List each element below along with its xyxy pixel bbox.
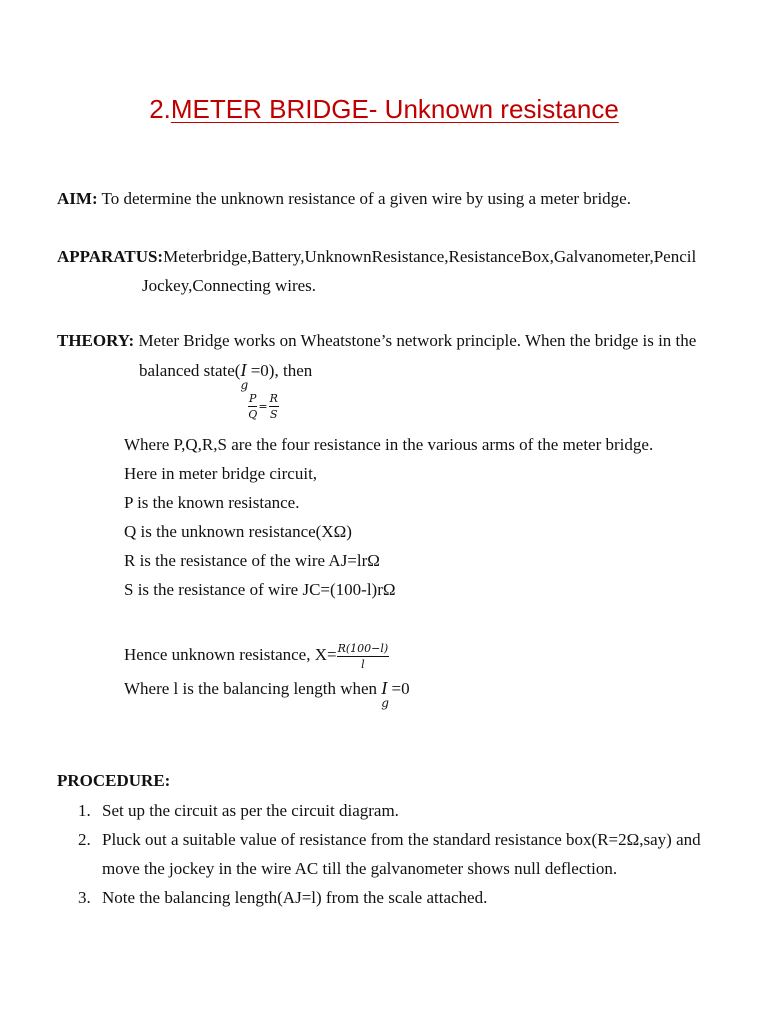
procedure-step-text: Set up the circuit as per the circuit diagram. — [102, 801, 399, 820]
apparatus-line-1 — [57, 247, 696, 267]
procedure-step-number: 1. — [78, 801, 91, 820]
unknown-resistance-formula: $\frac{R(100-l)}{l}$ — [337, 641, 389, 671]
galvanometer-current-symbol: I g — [240, 360, 249, 392]
theory-line-4: Here in meter bridge circuit, — [124, 464, 318, 483]
page-title — [0, 94, 768, 125]
procedure-step-text: Pluck out a suitable value of resistance from the standard resistance box(R=2Ω,say) and — [102, 830, 701, 849]
theory-text-1: Meter Bridge works on Wheatstone’s network principle. When the bridge is in the — [134, 331, 697, 350]
apparatus-line-2: Jockey,Connecting wires. — [142, 276, 317, 295]
theory-line-2: balanced state(I g =0), then — [139, 360, 313, 392]
theory-line-5: P is the known resistance. — [124, 493, 300, 512]
aim-text: To determine the unknown resistance of a given wire by using a meter bridge. — [97, 189, 631, 208]
galvanometer-current-symbol-2: I g — [381, 678, 389, 710]
theory-line-7: R is the resistance of the wire AJ=lrΩ — [124, 551, 380, 570]
theory-hence-line: Hence unknown resistance, X= $\frac{R(100-l)}{l}$ — [124, 641, 389, 671]
procedure-step-text: Note the balancing length(AJ=l) from the scale attached. — [102, 888, 488, 907]
theory-line-1 — [57, 331, 696, 351]
theory-line-3: Where P,Q,R,S are the four resistance in the various arms of the meter bridge. — [124, 435, 654, 454]
theory-label: THEORY: — [57, 331, 135, 350]
theory-line-6: Q is the unknown resistance(XΩ) — [124, 522, 352, 541]
procedure-heading: PROCEDURE: — [57, 771, 171, 790]
balance-equation: $\frac{P}{Q}$ = $\frac{R}{S}$ — [248, 392, 278, 421]
theory-line-8: S is the resistance of wire JC=(100-l)rΩ — [124, 580, 396, 599]
apparatus-label: APPARATUS: — [57, 247, 164, 266]
procedure-step-number: 3. — [78, 888, 91, 907]
procedure-step-number: 2. — [78, 830, 91, 849]
aim-label: AIM: — [57, 189, 98, 208]
procedure-step-text: move the jockey in the wire AC till the galvanometer shows null deflection. — [102, 859, 618, 878]
theory-where-line: Where l is the balancing length when I g =0 — [124, 678, 410, 710]
aim-line — [57, 189, 631, 209]
title-main: METER BRIDGE- Unknown resistance — [170, 94, 619, 124]
title-number: 2. — [149, 94, 171, 124]
apparatus-text-1: Meterbridge,Battery,UnknownResistance,ResistanceBox,Galvanometer,Pencil — [163, 247, 697, 266]
